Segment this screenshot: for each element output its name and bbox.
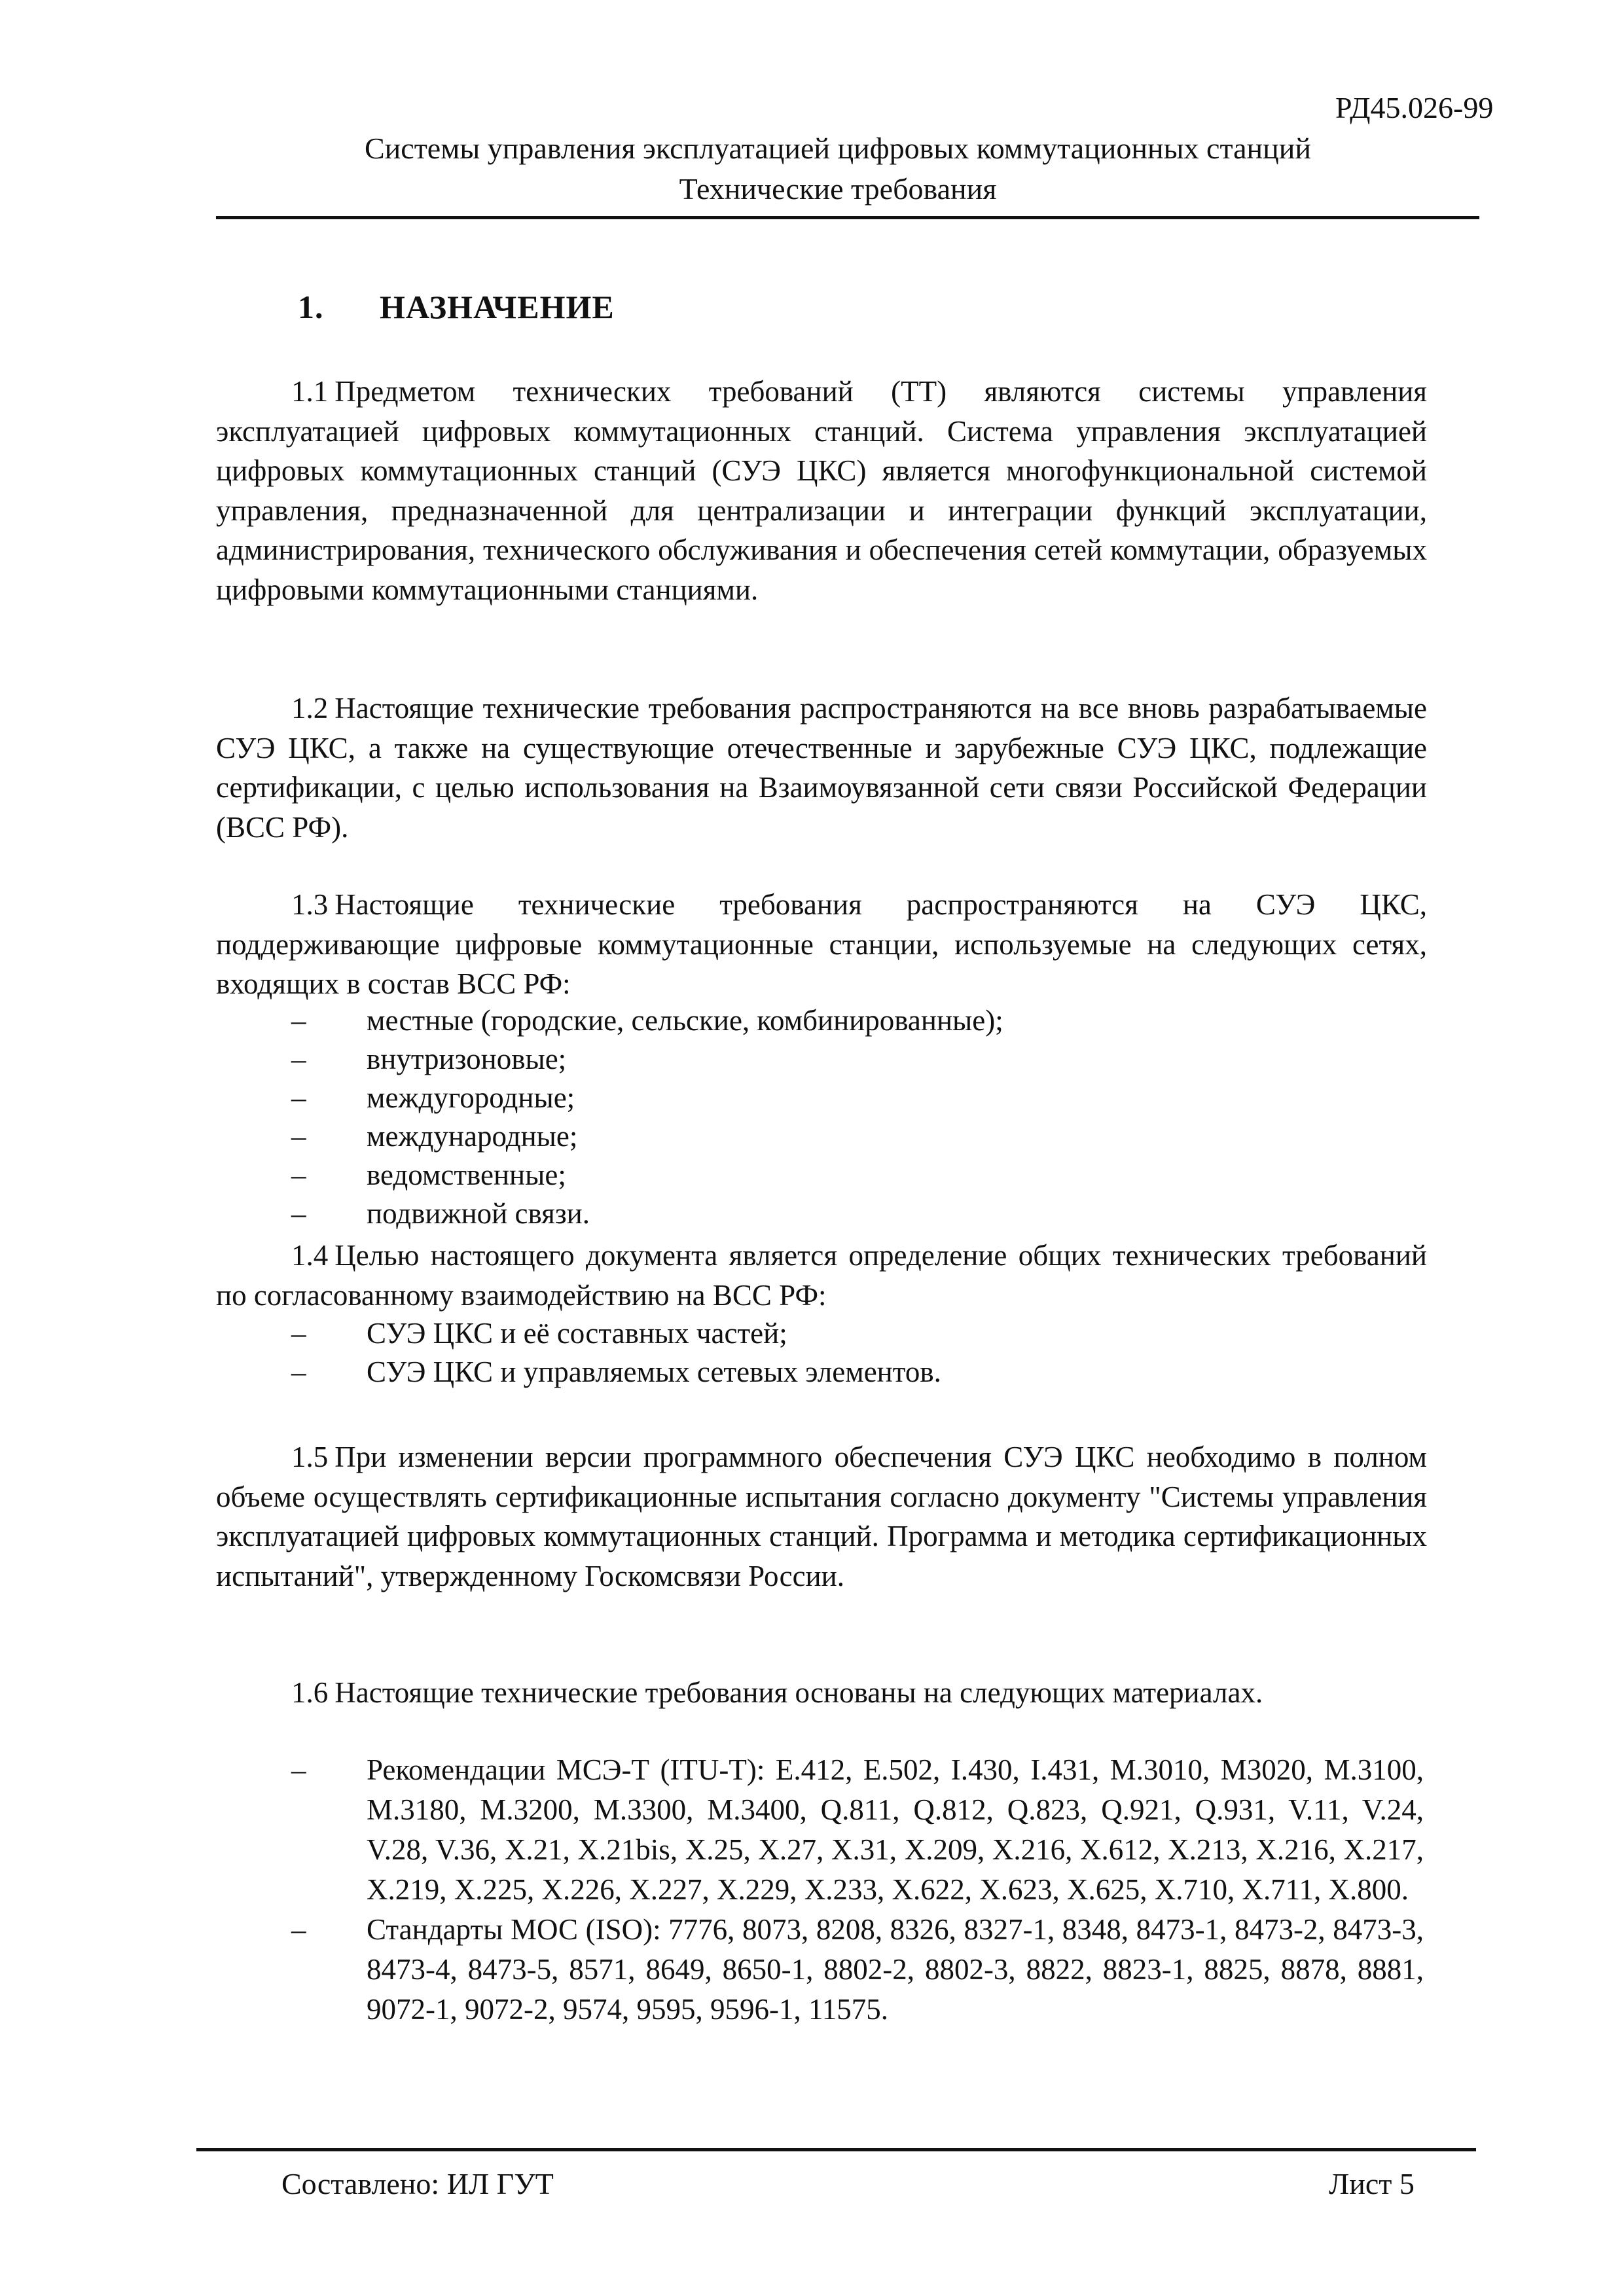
paragraph-1-6 xyxy=(216,1673,1427,1713)
section-number: 1. xyxy=(298,289,324,325)
list-item: – ведомственные; xyxy=(291,1156,1430,1194)
dash-marker: – xyxy=(291,1158,306,1191)
section-heading xyxy=(298,288,615,326)
footer-sheet-number: Лист 5 xyxy=(1329,2167,1415,2200)
header-title-line1: Системы управления эксплуатацией цифровых коммутационных станций xyxy=(364,132,1311,165)
paragraph-number: 1.6 xyxy=(291,1676,329,1709)
paragraph-text: Настоящие технические требования основаны на следующих материалах. xyxy=(334,1676,1263,1709)
section-title: НАЗНАЧЕНИЕ xyxy=(380,289,615,325)
list-item: – СУЭ ЦКС и её составных частей; xyxy=(291,1314,1430,1353)
paragraph-number: 1.1 xyxy=(291,375,329,408)
dash-marker: – xyxy=(291,1043,306,1075)
paragraph-text: Настоящие технические требования распространяются на СУЭ ЦКС, поддерживающие цифровые коммутационные станции, используемые на следующих сетях, входящих в состав ВСС РФ: xyxy=(216,888,1427,1000)
paragraph-1-2 xyxy=(216,689,1427,847)
interaction-list xyxy=(291,1314,1430,1391)
paragraph-1-1 xyxy=(216,372,1427,609)
footer-compiled-by: Составлено: ИЛ ГУТ xyxy=(281,2167,554,2200)
header-title-line2: Технические требования xyxy=(679,172,997,206)
list-item: – международные; xyxy=(291,1117,1430,1156)
dash-marker: – xyxy=(291,1120,306,1153)
footer-divider xyxy=(196,2148,1476,2151)
list-item: – междугородные; xyxy=(291,1079,1430,1117)
paragraph-text: При изменении версии программного обеспечения СУЭ ЦКС необходимо в полном объеме осуществлять сертификационные испытания согласно документу "Системы управления эксплуатацией цифровых коммутационных станций. Программа и методика сертификационных испытаний", утвержденному Госкомсвязи России. xyxy=(216,1441,1427,1592)
paragraph-text: Настоящие технические требования распространяются на все вновь разрабатываемые СУЭ ЦКС, а также на существующие отечественные и зарубежные СУЭ ЦКС, подлежащие сертификации, с целью использования на Взаимоувязанной сети связи Российской Федерации (ВСС РФ). xyxy=(216,692,1427,844)
paragraph-text: Целью настоящего документа является определение общих технических требований по согласованному взаимодействию на ВСС РФ: xyxy=(216,1239,1427,1312)
paragraph-number: 1.3 xyxy=(291,888,329,921)
paragraph-1-5 xyxy=(216,1437,1427,1596)
paragraph-1-3 xyxy=(216,885,1427,1004)
standards-list xyxy=(291,1750,1424,2030)
list-item: – Стандарты МОС (ISO): 7776, 8073, 8208, 8326, 8327-1, 8348, 8473-1, 8473-2, 8473-3, 8473-4, 8473-5, 8571, 8649, 8650-1, 8802-2, 8802-3, 8822, 8823-1, 8825, 8878, 8881, 9072-1, 9072-2, 9574, 9595, 9596-1, 11575. xyxy=(291,1910,1424,2030)
paragraph-text: Предметом технических требований (ТТ) являются системы управления эксплуатацией цифровых коммутационных станций. Система управления эксплуатацией цифровых коммутационных станций (СУЭ ЦКС) является многофункциональной системой управления, предназначенной для централизации и интеграции функций эксплуатации, администрирования, технического обслуживания и обеспечения сетей коммутации, образуемых цифровыми коммутационными станциями. xyxy=(216,375,1427,606)
list-item: – подвижной связи. xyxy=(291,1194,1430,1233)
dash-marker: – xyxy=(291,1317,306,1350)
dash-marker: – xyxy=(291,1197,306,1230)
paragraph-number: 1.2 xyxy=(291,692,329,725)
dash-marker: – xyxy=(291,1081,306,1114)
dash-marker: – xyxy=(291,1753,306,1786)
dash-marker: – xyxy=(291,1004,306,1037)
dash-marker: – xyxy=(291,1355,306,1388)
dash-marker: – xyxy=(291,1913,306,1946)
list-item: – СУЭ ЦКС и управляемых сетевых элементов. xyxy=(291,1353,1430,1391)
networks-list xyxy=(291,1001,1430,1233)
header-divider xyxy=(216,216,1479,219)
list-item: – внутризоновые; xyxy=(291,1040,1430,1079)
paragraph-number: 1.4 xyxy=(291,1239,329,1272)
list-item: – Рекомендации МСЭ-Т (ITU-T): Е.412, Е.502, I.430, I.431, М.3010, М3020, М.3100, М.3180, М.3200, М.3300, М.3400, Q.811, Q.812, Q.823, Q.921, Q.931, V.11, V.24, V.28, V.36, X.21, X.21bis, X.25, X.27, X.31, X.209, X.216, X.612, X.213, X.216, X.217, X.219, X.225, X.226, X.227, X.229, X.233, X.622, X.623, X.625, X.710, X.711, X.800. xyxy=(291,1750,1424,1910)
document-code: РД45.026-99 xyxy=(1335,91,1494,124)
list-item: – местные (городские, сельские, комбинированные); xyxy=(291,1001,1430,1040)
paragraph-number: 1.5 xyxy=(291,1441,329,1473)
paragraph-1-4 xyxy=(216,1236,1427,1315)
